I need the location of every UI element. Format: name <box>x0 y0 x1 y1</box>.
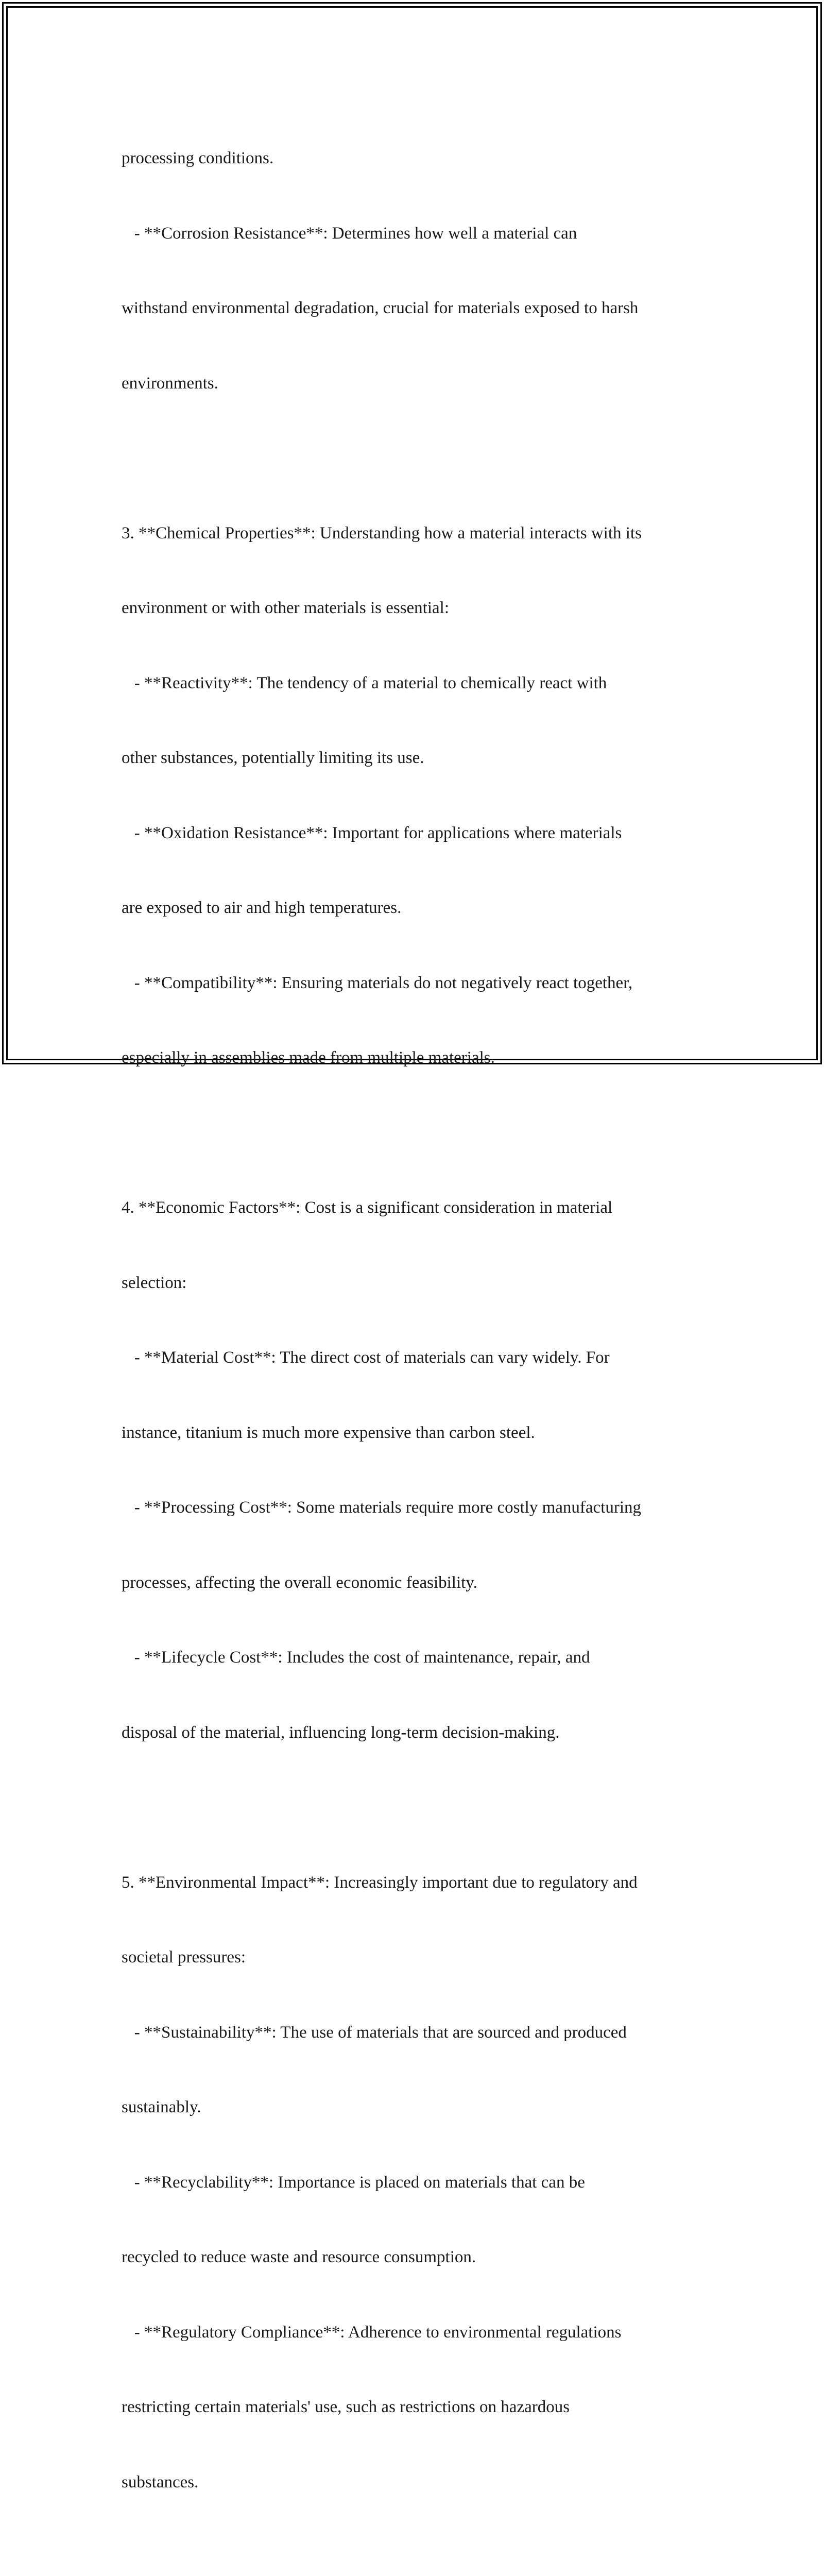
text-line: societal pressures: <box>122 1948 246 1967</box>
text-line: disposal of the material, influencing long-term decision-making. <box>122 1723 560 1742</box>
text-line: sustainably. <box>122 2098 201 2116</box>
text-line: substances. <box>122 2472 199 2492</box>
blank-line <box>122 1121 729 1146</box>
section-heading-line: 5. **Environmental Impact**: Increasingly important due to regulatory and <box>122 1873 638 1892</box>
section-heading-line: 3. **Chemical Properties**: Understanding how a material interacts with its <box>122 523 642 543</box>
blank-line <box>122 1795 729 1820</box>
text-line: selection: <box>122 1273 187 1292</box>
text-line: withstand environmental degradation, crucial for materials exposed to harsh <box>122 299 639 317</box>
text-line: environments. <box>122 374 218 393</box>
bullet-line: - **Lifecycle Cost**: Includes the cost of maintenance, repair, and <box>122 1648 590 1667</box>
bullet-line: - **Material Cost**: The direct cost of materials can vary widely. For <box>122 1348 610 1367</box>
text-line: other substances, potentially limiting its use. <box>122 749 424 767</box>
bullet-line: - **Recyclability**: Importance is placed on materials that can be <box>122 2173 585 2192</box>
text-line: are exposed to air and high temperatures. <box>122 899 402 917</box>
document-body <box>122 96 729 2576</box>
section-heading-line: 4. **Economic Factors**: Cost is a significant consideration in material <box>122 1198 613 1217</box>
blank-line <box>122 446 729 471</box>
text-line: environment or with other materials is essential: <box>122 599 450 617</box>
text-line: instance, titanium is much more expensive than carbon steel. <box>122 1423 535 1442</box>
text-line: recycled to reduce waste and resource consumption. <box>122 2248 476 2266</box>
bullet-line: - **Reactivity**: The tendency of a material to chemically react with <box>122 673 607 692</box>
bullet-line: - **Oxidation Resistance**: Important for applications where materials <box>122 823 622 842</box>
bullet-line: - **Processing Cost**: Some materials require more costly manufacturing <box>122 1498 642 1517</box>
text-line: processes, affecting the overall economic feasibility. <box>122 1573 477 1592</box>
bullet-line: - **Compatibility**: Ensuring materials do not negatively react together, <box>122 973 633 992</box>
text-line: restricting certain materials' use, such as restrictions on hazardous <box>122 2398 570 2416</box>
text-line: especially in assemblies made from multiple materials. <box>122 1048 495 1067</box>
text-line: processing conditions. <box>122 149 274 167</box>
blank-line <box>122 2545 729 2570</box>
bullet-line: - **Regulatory Compliance**: Adherence to environmental regulations <box>122 2323 622 2342</box>
text-line: - **Corrosion Resistance**: Determines how well a material can <box>122 224 577 243</box>
bullet-line: - **Sustainability**: The use of materials that are sourced and produced <box>122 2023 627 2042</box>
